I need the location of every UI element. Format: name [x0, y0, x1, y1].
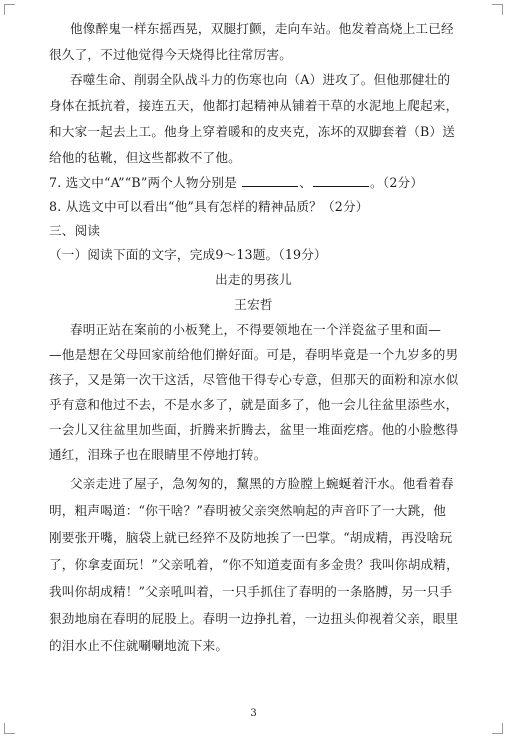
story-line: 明，粗声喝道：“你干啥？”春明被父亲突然响起的声音吓了一大跳，他 — [49, 503, 447, 518]
story-line: 的泪水止不住就唰唰地流下来。 — [49, 638, 229, 653]
crop-mark — [492, 4, 503, 15]
story-line: 了，你拿麦面玩！”父亲吼着，“你不知道麦面有多金贵？我叫你胡成精， — [49, 557, 459, 572]
answer-blank-b[interactable] — [313, 176, 369, 187]
story-title: 出走的男孩儿 — [215, 272, 292, 287]
story-line: 父亲走进了屋子，急匆匆的，黧黑的方脸膛上蜿蜒着汗水。他看着春 — [70, 476, 454, 491]
story-line: 刚要张开嘴，脑袋上就已经猝不及防地挨了一巴掌。“胡成精，再没啥玩 — [49, 530, 453, 545]
crop-mark — [4, 723, 15, 734]
part-instruction: （一）阅读下面的文字，完成9～13题。（19分） — [49, 247, 327, 262]
story-line: 孩子，又是第一次干这活，尽管他干得专心专意，但那天的面粉和凉水似 — [49, 372, 459, 387]
crop-mark — [492, 723, 503, 734]
story-line: 我叫你胡成精！”父亲吼叫着，一只手抓住了春明的一条胳膊，另一只手 — [49, 584, 453, 599]
story-line: 狠劲地扇在春明的屁股上。春明一边挣扎着，一边扭头仰视着父亲，眼里 — [49, 611, 459, 626]
page-number: 3 — [250, 708, 257, 719]
passage-line: 很久了，不过他觉得今天烧得比往常厉害。 — [49, 47, 293, 62]
story-line: 一会儿又往盆里加些面，折腾来折腾去，盆里一堆面疙瘩。他的小脸憋得 — [49, 422, 459, 437]
question-7-text: 7. 选文中“A”“B”两个人物分别是 — [49, 175, 238, 190]
passage-line: 给他的毡靴，但这些都救不了他。 — [49, 150, 241, 165]
question-8: 8. 从选文中可以看出“他”具有怎样的精神品质？（2分） — [49, 199, 369, 214]
crop-mark — [4, 4, 15, 15]
story-line: —他是想在父母回家前给他们擀好面。可是，春明毕竟是一个九岁多的男 — [49, 347, 459, 362]
story-line: 春明正站在案前的小板凳上，不得要领地在一个洋瓷盆子里和面— — [70, 322, 442, 337]
story-line: 通红，泪珠子也在眼睛里不停地打转。 — [49, 447, 267, 462]
passage-line: 和大家一起去上工。他身上穿着暖和的皮夹克，冻坏的双脚套着（B）送 — [49, 124, 456, 139]
question-7 — [49, 175, 423, 191]
question-7-separator: 、 — [299, 175, 313, 190]
passage-line: 吞噬生命、削弱全队战斗力的伤寒也向（A）进攻了。但他那健壮的 — [70, 72, 451, 87]
question-7-end: 。（2分） — [370, 175, 424, 190]
passage-line: 他像醉鬼一样东摇西晃，双腿打颤，走向车站。他发着高烧上工已经 — [70, 21, 454, 36]
story-author: 王宏哲 — [234, 297, 273, 312]
answer-blank-a[interactable] — [242, 176, 298, 187]
story-line: 乎有意和他过不去，不是水多了，就是面多了，他一会儿往盆里添些水， — [49, 397, 459, 412]
passage-line: 身体在抵抗着，接连五天，他都打起精神从铺着干草的水泥地上爬起来， — [49, 98, 459, 113]
section-heading: 三、阅读 — [49, 223, 101, 238]
